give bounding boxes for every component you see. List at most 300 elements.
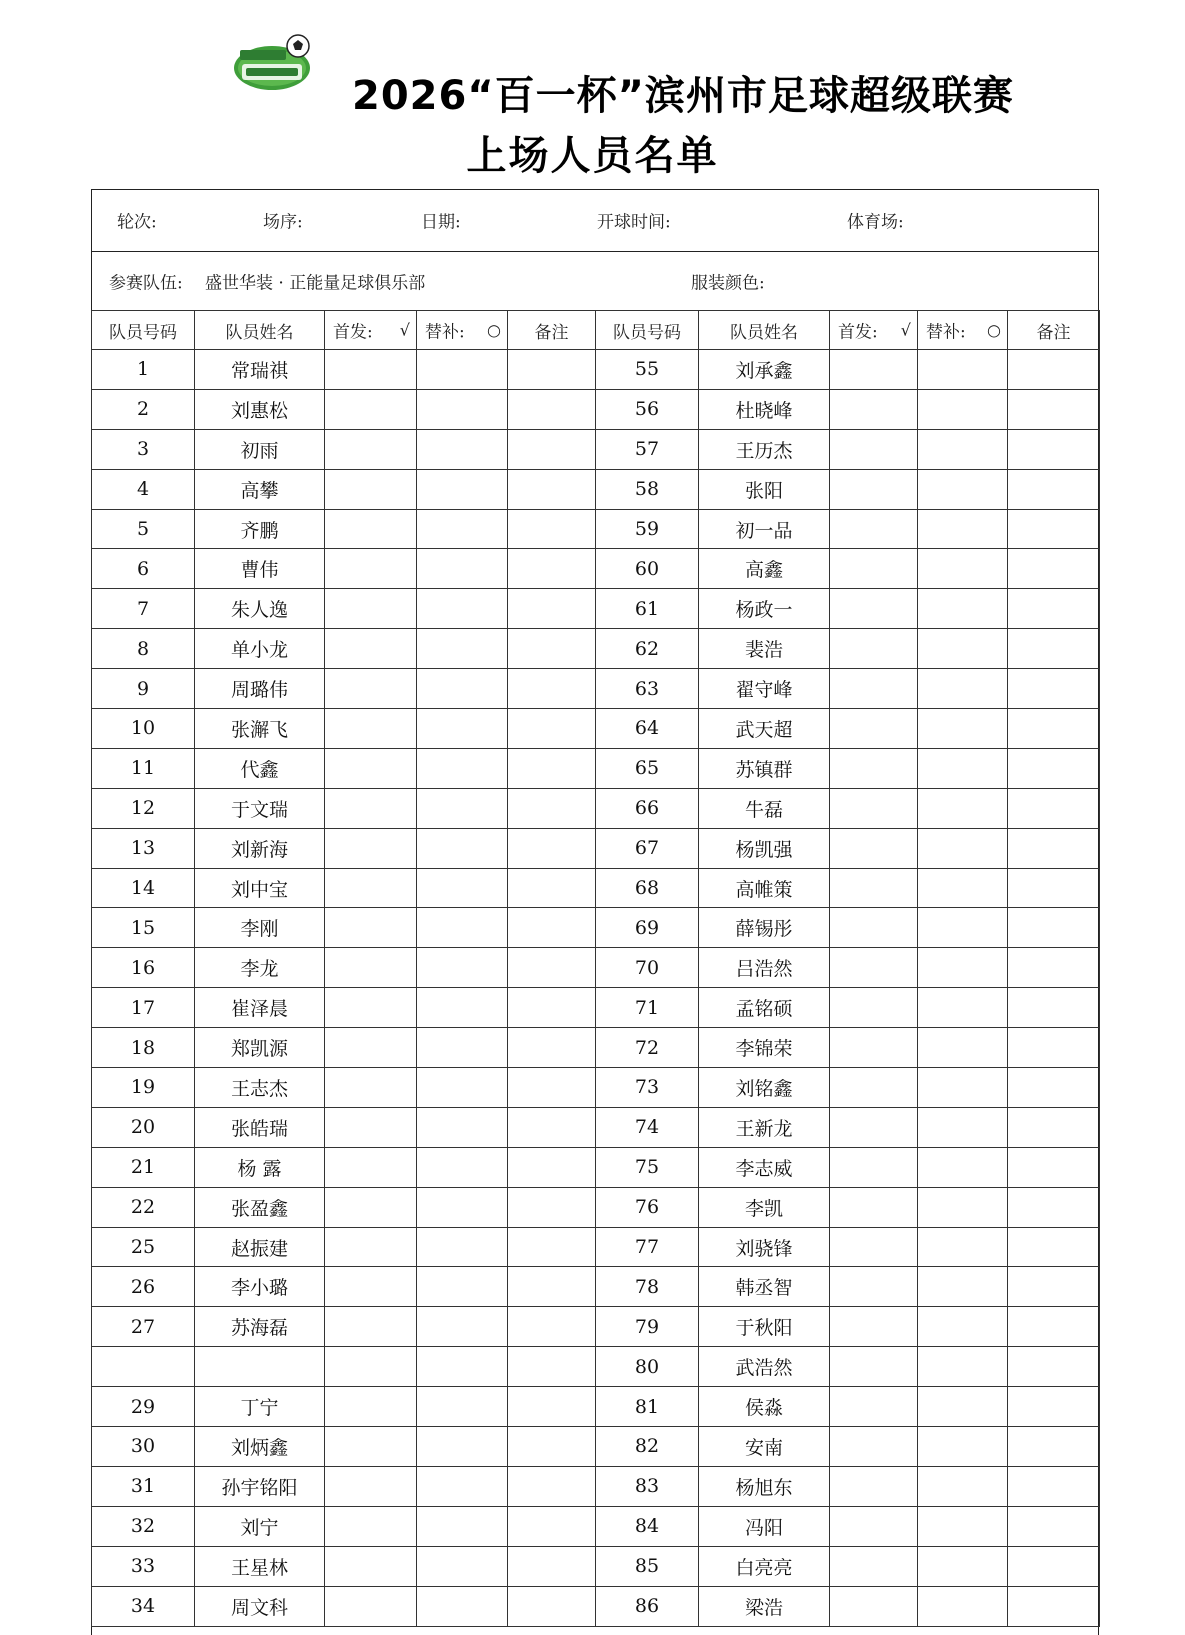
left-sub-cell[interactable]	[417, 1307, 508, 1347]
right-starter-cell[interactable]	[830, 669, 918, 709]
right-remark-cell[interactable]	[1008, 868, 1100, 908]
left-starter-cell[interactable]	[325, 629, 417, 669]
right-remark-cell[interactable]	[1008, 788, 1100, 828]
right-sub-cell[interactable]	[918, 429, 1008, 469]
left-starter-cell[interactable]	[325, 509, 417, 549]
kickoff-label: 开球时间:	[597, 212, 671, 233]
right-sub-cell[interactable]	[918, 1187, 1008, 1227]
right-sub-cell[interactable]	[918, 709, 1008, 749]
left-sub-cell[interactable]	[417, 669, 508, 709]
left-sub-cell[interactable]	[417, 1147, 508, 1187]
right-player-name: 杨旭东	[699, 1466, 830, 1506]
right-starter-cell[interactable]	[830, 629, 918, 669]
table-row	[92, 1347, 1100, 1387]
table-row	[92, 429, 1100, 469]
left-starter-cell[interactable]	[325, 1427, 417, 1467]
left-remark-cell[interactable]	[508, 748, 596, 788]
left-player-name: 代鑫	[195, 748, 325, 788]
right-sub-cell[interactable]	[918, 629, 1008, 669]
right-starter-cell[interactable]	[830, 350, 918, 390]
left-starter-cell[interactable]	[325, 1586, 417, 1626]
left-sub-cell[interactable]	[417, 868, 508, 908]
right-player-name: 杨政一	[699, 589, 830, 629]
left-remark-cell[interactable]	[508, 389, 596, 429]
right-remark-cell[interactable]	[1008, 469, 1100, 509]
right-remark-cell[interactable]	[1008, 1068, 1100, 1108]
document-title: 2026“百一杯”滨州市足球超级联赛	[352, 73, 1014, 119]
left-starter-cell[interactable]	[325, 908, 417, 948]
right-player-name: 苏镇群	[699, 748, 830, 788]
left-sub-cell[interactable]	[417, 469, 508, 509]
left-remark-cell[interactable]	[508, 669, 596, 709]
left-starter-cell[interactable]	[325, 669, 417, 709]
left-player-number: 21	[92, 1147, 195, 1187]
left-player-name: 郑凯源	[195, 1028, 325, 1068]
left-starter-cell[interactable]	[325, 549, 417, 589]
left-player-number: 29	[92, 1387, 195, 1427]
left-starter-cell[interactable]	[325, 1147, 417, 1187]
left-player-number: 4	[92, 469, 195, 509]
right-remark-cell[interactable]	[1008, 1267, 1100, 1307]
right-player-name: 薛锡彤	[699, 908, 830, 948]
right-sub-cell[interactable]	[918, 1227, 1008, 1267]
left-player-name: 苏海磊	[195, 1307, 325, 1347]
left-starter-cell[interactable]	[325, 1107, 417, 1147]
right-remark-cell[interactable]	[1008, 1028, 1100, 1068]
right-sub-cell[interactable]	[918, 988, 1008, 1028]
right-remark-cell[interactable]	[1008, 1506, 1100, 1546]
left-remark-cell[interactable]	[508, 1586, 596, 1626]
right-player-number: 57	[596, 429, 699, 469]
right-player-number: 72	[596, 1028, 699, 1068]
left-sub-cell[interactable]	[417, 828, 508, 868]
right-remark-cell[interactable]	[1008, 948, 1100, 988]
col-sub	[918, 311, 1008, 350]
left-starter-cell[interactable]	[325, 828, 417, 868]
left-starter-cell[interactable]	[325, 868, 417, 908]
col-name: 队员姓名	[699, 311, 830, 350]
left-remark-cell[interactable]	[508, 1068, 596, 1108]
left-starter-cell[interactable]	[325, 948, 417, 988]
left-sub-cell[interactable]	[417, 988, 508, 1028]
table-row	[92, 868, 1100, 908]
left-remark-cell[interactable]	[508, 1427, 596, 1467]
right-starter-cell[interactable]	[830, 1068, 918, 1108]
left-player-name: 张皓瑞	[195, 1107, 325, 1147]
left-starter-cell[interactable]	[325, 788, 417, 828]
left-player-name: 赵振建	[195, 1227, 325, 1267]
left-remark-cell[interactable]	[508, 948, 596, 988]
right-remark-cell[interactable]	[1008, 389, 1100, 429]
table-row	[92, 509, 1100, 549]
right-remark-cell[interactable]	[1008, 1307, 1100, 1347]
right-player-number: 69	[596, 908, 699, 948]
left-starter-cell[interactable]	[325, 1347, 417, 1387]
left-remark-cell[interactable]	[508, 549, 596, 589]
right-starter-cell[interactable]	[830, 988, 918, 1028]
right-starter-cell[interactable]	[830, 1427, 918, 1467]
right-sub-cell[interactable]	[918, 908, 1008, 948]
left-sub-cell[interactable]	[417, 948, 508, 988]
left-remark-cell[interactable]	[508, 788, 596, 828]
left-starter-cell[interactable]	[325, 748, 417, 788]
table-row	[92, 1068, 1100, 1108]
right-player-name: 武天超	[699, 709, 830, 749]
right-player-name: 李锦荣	[699, 1028, 830, 1068]
right-player-name: 杜晓峰	[699, 389, 830, 429]
right-starter-cell[interactable]	[830, 1307, 918, 1347]
left-player-name: 初雨	[195, 429, 325, 469]
right-sub-cell[interactable]	[918, 748, 1008, 788]
left-player-name: 丁宁	[195, 1387, 325, 1427]
table-row	[92, 988, 1100, 1028]
right-starter-cell[interactable]	[830, 748, 918, 788]
table-row	[92, 948, 1100, 988]
right-player-name: 于秋阳	[699, 1307, 830, 1347]
right-player-name: 武浩然	[699, 1347, 830, 1387]
left-player-name: 李刚	[195, 908, 325, 948]
left-remark-cell[interactable]	[508, 988, 596, 1028]
table-row	[92, 1586, 1100, 1626]
right-remark-cell[interactable]	[1008, 629, 1100, 669]
left-sub-cell[interactable]	[417, 1387, 508, 1427]
left-starter-cell[interactable]	[325, 1546, 417, 1586]
right-starter-cell[interactable]	[830, 1267, 918, 1307]
right-sub-cell[interactable]	[918, 669, 1008, 709]
right-starter-cell[interactable]	[830, 1187, 918, 1227]
right-remark-cell[interactable]	[1008, 1586, 1100, 1626]
right-remark-cell[interactable]	[1008, 669, 1100, 709]
left-remark-cell[interactable]	[508, 709, 596, 749]
left-player-number: 20	[92, 1107, 195, 1147]
right-starter-cell[interactable]	[830, 1466, 918, 1506]
right-starter-cell[interactable]	[830, 948, 918, 988]
left-player-number: 26	[92, 1267, 195, 1307]
right-player-number: 81	[596, 1387, 699, 1427]
left-remark-cell[interactable]	[508, 350, 596, 390]
right-remark-cell[interactable]	[1008, 350, 1100, 390]
left-player-number: 3	[92, 429, 195, 469]
right-sub-cell[interactable]	[918, 1546, 1008, 1586]
left-remark-cell[interactable]	[508, 868, 596, 908]
right-sub-cell[interactable]	[918, 389, 1008, 429]
left-starter-cell[interactable]	[325, 1307, 417, 1347]
left-remark-cell[interactable]	[508, 1546, 596, 1586]
left-player-number: 7	[92, 589, 195, 629]
left-starter-cell[interactable]	[325, 589, 417, 629]
left-sub-cell[interactable]	[417, 1227, 508, 1267]
right-player-name: 王新龙	[699, 1107, 830, 1147]
right-remark-cell[interactable]	[1008, 828, 1100, 868]
left-starter-cell[interactable]	[325, 469, 417, 509]
right-starter-cell[interactable]	[830, 1107, 918, 1147]
right-player-number: 63	[596, 669, 699, 709]
left-sub-cell[interactable]	[417, 629, 508, 669]
table-row	[92, 709, 1100, 749]
left-sub-cell[interactable]	[417, 1107, 508, 1147]
right-player-number: 82	[596, 1427, 699, 1467]
right-sub-cell[interactable]	[918, 469, 1008, 509]
left-starter-cell[interactable]	[325, 1267, 417, 1307]
left-starter-cell[interactable]	[325, 988, 417, 1028]
left-remark-cell[interactable]	[508, 589, 596, 629]
right-player-name: 杨凯强	[699, 828, 830, 868]
left-starter-cell[interactable]	[325, 1187, 417, 1227]
right-player-number: 58	[596, 469, 699, 509]
left-sub-cell[interactable]	[417, 709, 508, 749]
right-remark-cell[interactable]	[1008, 1107, 1100, 1147]
right-player-number: 85	[596, 1546, 699, 1586]
left-starter-cell[interactable]	[325, 1506, 417, 1546]
right-starter-cell[interactable]	[830, 1586, 918, 1626]
right-sub-cell[interactable]	[918, 1307, 1008, 1347]
left-starter-cell[interactable]	[325, 429, 417, 469]
right-player-name: 刘铭鑫	[699, 1068, 830, 1108]
left-remark-cell[interactable]	[508, 1147, 596, 1187]
right-remark-cell[interactable]	[1008, 1227, 1100, 1267]
check-mark-icon: √	[399, 320, 410, 340]
left-starter-cell[interactable]	[325, 709, 417, 749]
left-remark-cell[interactable]	[508, 1466, 596, 1506]
right-sub-cell[interactable]	[918, 1387, 1008, 1427]
right-sub-cell[interactable]	[918, 1506, 1008, 1546]
left-player-number: 34	[92, 1586, 195, 1626]
right-starter-cell[interactable]	[830, 828, 918, 868]
right-sub-cell[interactable]	[918, 1586, 1008, 1626]
right-starter-cell[interactable]	[830, 389, 918, 429]
roster-table	[91, 310, 1100, 1627]
left-player-name: 王志杰	[195, 1068, 325, 1108]
left-starter-cell[interactable]	[325, 350, 417, 390]
left-sub-cell[interactable]	[417, 1466, 508, 1506]
right-remark-cell[interactable]	[1008, 1347, 1100, 1387]
right-sub-cell[interactable]	[918, 509, 1008, 549]
left-player-name: 朱人逸	[195, 589, 325, 629]
right-sub-cell[interactable]	[918, 1267, 1008, 1307]
left-sub-cell[interactable]	[417, 1028, 508, 1068]
right-sub-cell[interactable]	[918, 788, 1008, 828]
table-header-row	[92, 311, 1100, 350]
right-player-number: 84	[596, 1506, 699, 1546]
left-remark-cell[interactable]	[508, 1227, 596, 1267]
right-player-name: 高鑫	[699, 549, 830, 589]
left-sub-cell[interactable]	[417, 509, 508, 549]
left-player-number: 14	[92, 868, 195, 908]
right-player-name: 安南	[699, 1427, 830, 1467]
col-remark: 备注	[508, 311, 596, 350]
right-sub-cell[interactable]	[918, 828, 1008, 868]
right-remark-cell[interactable]	[1008, 1427, 1100, 1467]
right-sub-cell[interactable]	[918, 1347, 1008, 1387]
right-starter-cell[interactable]	[830, 1147, 918, 1187]
left-remark-cell[interactable]	[508, 1347, 596, 1387]
left-sub-cell[interactable]	[417, 389, 508, 429]
right-remark-cell[interactable]	[1008, 988, 1100, 1028]
right-sub-cell[interactable]	[918, 1068, 1008, 1108]
right-remark-cell[interactable]	[1008, 748, 1100, 788]
left-sub-cell[interactable]	[417, 589, 508, 629]
left-starter-cell[interactable]	[325, 389, 417, 429]
right-starter-cell[interactable]	[830, 1506, 918, 1546]
left-remark-cell[interactable]	[508, 1028, 596, 1068]
roster-body	[92, 350, 1100, 1627]
right-remark-cell[interactable]	[1008, 549, 1100, 589]
right-remark-cell[interactable]	[1008, 429, 1100, 469]
right-remark-cell[interactable]	[1008, 1147, 1100, 1187]
right-sub-cell[interactable]	[918, 1466, 1008, 1506]
col-number: 队员号码	[596, 311, 699, 350]
right-player-name: 刘骁锋	[699, 1227, 830, 1267]
right-starter-cell[interactable]	[830, 788, 918, 828]
table-row	[92, 748, 1100, 788]
right-sub-cell[interactable]	[918, 1028, 1008, 1068]
left-player-number: 19	[92, 1068, 195, 1108]
right-remark-cell[interactable]	[1008, 509, 1100, 549]
table-row	[92, 1387, 1100, 1427]
left-player-name: 刘中宝	[195, 868, 325, 908]
left-sub-cell[interactable]	[417, 1267, 508, 1307]
right-sub-cell[interactable]	[918, 350, 1008, 390]
left-starter-cell[interactable]	[325, 1068, 417, 1108]
right-player-name: 初一品	[699, 509, 830, 549]
table-row	[92, 629, 1100, 669]
right-sub-cell[interactable]	[918, 1147, 1008, 1187]
right-player-number: 56	[596, 389, 699, 429]
left-sub-cell[interactable]	[417, 429, 508, 469]
table-row	[92, 1546, 1100, 1586]
left-remark-cell[interactable]	[508, 509, 596, 549]
left-player-number: 16	[92, 948, 195, 988]
left-player-number: 31	[92, 1466, 195, 1506]
right-remark-cell[interactable]	[1008, 1387, 1100, 1427]
right-player-number: 78	[596, 1267, 699, 1307]
right-player-number: 86	[596, 1586, 699, 1626]
right-starter-cell[interactable]	[830, 469, 918, 509]
circle-mark-icon: ○	[487, 320, 501, 340]
left-player-number: 9	[92, 669, 195, 709]
left-remark-cell[interactable]	[508, 1307, 596, 1347]
left-player-name: 常瑞祺	[195, 350, 325, 390]
right-player-name: 王历杰	[699, 429, 830, 469]
col-starter	[325, 311, 417, 350]
right-starter-cell[interactable]	[830, 868, 918, 908]
right-sub-cell[interactable]	[918, 549, 1008, 589]
right-player-name: 侯淼	[699, 1387, 830, 1427]
left-player-number: 15	[92, 908, 195, 948]
right-sub-cell[interactable]	[918, 868, 1008, 908]
left-remark-cell[interactable]	[508, 629, 596, 669]
right-starter-cell[interactable]	[830, 1387, 918, 1427]
col-starter	[830, 311, 918, 350]
left-sub-cell[interactable]	[417, 1347, 508, 1387]
left-remark-cell[interactable]	[508, 1387, 596, 1427]
right-starter-cell[interactable]	[830, 509, 918, 549]
right-remark-cell[interactable]	[1008, 908, 1100, 948]
left-remark-cell[interactable]	[508, 469, 596, 509]
table-row	[92, 1147, 1100, 1187]
left-sub-cell[interactable]	[417, 908, 508, 948]
right-player-number: 60	[596, 549, 699, 589]
right-sub-cell[interactable]	[918, 1107, 1008, 1147]
sub-label: 替补:	[926, 322, 966, 343]
right-remark-cell[interactable]	[1008, 1466, 1100, 1506]
right-player-number: 80	[596, 1347, 699, 1387]
left-starter-cell[interactable]	[325, 1227, 417, 1267]
right-starter-cell[interactable]	[830, 549, 918, 589]
right-player-name: 牛磊	[699, 788, 830, 828]
left-player-number: 17	[92, 988, 195, 1028]
left-starter-cell[interactable]	[325, 1028, 417, 1068]
right-sub-cell[interactable]	[918, 589, 1008, 629]
left-sub-cell[interactable]	[417, 748, 508, 788]
right-starter-cell[interactable]	[830, 429, 918, 469]
right-starter-cell[interactable]	[830, 589, 918, 629]
left-player-name: 齐鹏	[195, 509, 325, 549]
table-row	[92, 1307, 1100, 1347]
right-starter-cell[interactable]	[830, 1028, 918, 1068]
left-sub-cell[interactable]	[417, 1068, 508, 1108]
right-player-name: 翟守峰	[699, 669, 830, 709]
left-player-name: 高攀	[195, 469, 325, 509]
left-remark-cell[interactable]	[508, 1267, 596, 1307]
left-sub-cell[interactable]	[417, 1427, 508, 1467]
right-remark-cell[interactable]	[1008, 589, 1100, 629]
left-sub-cell[interactable]	[417, 788, 508, 828]
left-sub-cell[interactable]	[417, 350, 508, 390]
right-starter-cell[interactable]	[830, 1347, 918, 1387]
right-player-name: 李志威	[699, 1147, 830, 1187]
left-player-number: 8	[92, 629, 195, 669]
right-player-name: 白亮亮	[699, 1546, 830, 1586]
left-remark-cell[interactable]	[508, 828, 596, 868]
left-player-number: 18	[92, 1028, 195, 1068]
left-starter-cell[interactable]	[325, 1387, 417, 1427]
right-player-name: 梁浩	[699, 1586, 830, 1626]
left-remark-cell[interactable]	[508, 1187, 596, 1227]
left-sub-cell[interactable]	[417, 1546, 508, 1586]
left-player-number: 22	[92, 1187, 195, 1227]
left-player-name: 孙宇铭阳	[195, 1466, 325, 1506]
document-subtitle: 上场人员名单	[466, 133, 719, 179]
left-remark-cell[interactable]	[508, 908, 596, 948]
left-remark-cell[interactable]	[508, 1107, 596, 1147]
left-sub-cell[interactable]	[417, 1506, 508, 1546]
right-remark-cell[interactable]	[1008, 1187, 1100, 1227]
right-sub-cell[interactable]	[918, 1427, 1008, 1467]
left-player-name: 刘炳鑫	[195, 1427, 325, 1467]
right-starter-cell[interactable]	[830, 709, 918, 749]
left-remark-cell[interactable]	[508, 1506, 596, 1546]
right-remark-cell[interactable]	[1008, 1546, 1100, 1586]
right-player-number: 75	[596, 1147, 699, 1187]
team-info-row	[91, 252, 1099, 310]
left-starter-cell[interactable]	[325, 1466, 417, 1506]
left-sub-cell[interactable]	[417, 1187, 508, 1227]
table-row	[92, 350, 1100, 390]
left-sub-cell[interactable]	[417, 1586, 508, 1626]
left-player-number: 13	[92, 828, 195, 868]
left-sub-cell[interactable]	[417, 549, 508, 589]
right-starter-cell[interactable]	[830, 1227, 918, 1267]
table-row	[92, 549, 1100, 589]
right-remark-cell[interactable]	[1008, 709, 1100, 749]
right-sub-cell[interactable]	[918, 948, 1008, 988]
right-starter-cell[interactable]	[830, 908, 918, 948]
table-row	[92, 1107, 1100, 1147]
left-remark-cell[interactable]	[508, 429, 596, 469]
right-starter-cell[interactable]	[830, 1546, 918, 1586]
table-row	[92, 389, 1100, 429]
